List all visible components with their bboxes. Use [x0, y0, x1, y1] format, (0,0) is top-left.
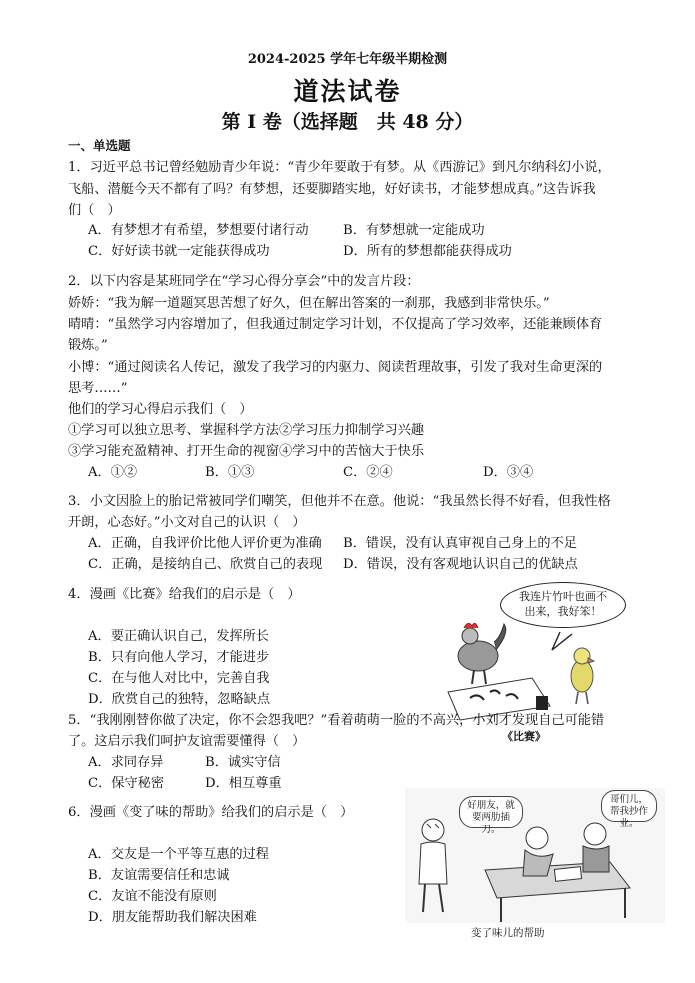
- q6-option-c: C．友谊不能没有原则: [88, 889, 217, 904]
- q2-stem-line2: 娇娇：“我为解一道题冥思苦想了好久，但在解出答案的一刹那，我感到非常快乐。”: [68, 296, 550, 311]
- q4-option-b: B．只有向他人学习，才能进步: [88, 650, 270, 665]
- section-heading: 一、单选题: [68, 138, 131, 153]
- q4-option-d: D．欣赏自己的独特，忽略缺点: [88, 692, 271, 707]
- q2-stem-line1: 2．以下内容是某班同学在“学习心得分享会”中的发言片段：: [68, 274, 420, 289]
- q5-option-a: A．求同存异: [88, 755, 164, 770]
- q6-stem: 6．漫画《变了味的帮助》给我们的启示是（ ）: [68, 805, 354, 820]
- comic-thought-left: [459, 796, 523, 835]
- comic-thought-right: [601, 790, 657, 829]
- q3-option-a: A．正确，自我评价比他人评价更为准确: [88, 536, 322, 551]
- comic-help-caption: 变了味儿的帮助: [471, 927, 545, 939]
- q1-stem-line3: 们（ ）: [68, 203, 121, 218]
- q4-option-a: A．要正确认识自己，发挥所长: [88, 629, 269, 644]
- exam-subtitle: 2024-2025 学年七年级半期检测: [247, 52, 448, 67]
- q2-option-a: A．①②: [88, 465, 138, 480]
- q6-option-a: A．交友是一个平等互惠的过程: [88, 847, 269, 862]
- q2-stem-line7: 他们的学习心得启示我们（ ）: [68, 402, 253, 417]
- q1-stem-line1: 1．习近平总书记曾经勉励青少年说：“青少年要敢于有梦。从《西游记》到凡尔纳科幻小说，: [68, 160, 611, 175]
- q3-stem-line1: 3．小文因脸上的胎记常被同学们嘲笑，但他并不在意。他说：“我虽然长得不好看，但我性格: [68, 494, 611, 509]
- q2-stem-line4: 锻炼。”: [68, 338, 108, 353]
- q6-option-b: B．友谊需要信任和忠诚: [88, 868, 230, 883]
- comic-help: [405, 788, 665, 943]
- exam-title: 道法试卷: [293, 77, 402, 106]
- q2-stem-line5: 小博：“通过阅读名人传记，激发了我学习的内驱力、阅读哲理故事，引发了我对生命更深的: [68, 360, 603, 375]
- q5-stem-line1: 5．“我刚刚替你做了决定，你不会怨我吧？”看着萌萌一脸的不高兴，小刘才发现自己可能错: [68, 713, 605, 728]
- q6-option-d: D．朋友能帮助我们解决困难: [88, 910, 257, 925]
- q2-option-b: B．①③: [205, 465, 255, 480]
- comic-thought-left-text: 好朋友，就要两肋插刀。: [467, 800, 515, 835]
- q5-stem-line2: 了。这启示我们呵护友谊需要懂得（ ）: [68, 734, 306, 749]
- q1-option-c: C．好好读书就一定能获得成功: [88, 244, 270, 259]
- q2-statements-line1: ①学习可以独立思考、掌握科学方法②学习压力抑制学习兴趣: [68, 423, 425, 438]
- comic-caption: 《比赛》: [502, 730, 546, 743]
- comic-speech-bubble: [500, 582, 626, 628]
- q1-option-d: D．所有的梦想都能获得成功: [343, 244, 512, 259]
- q1-option-a: A．有梦想才有希望，梦想要付诸行动: [88, 223, 309, 238]
- q2-statements-line2: ③学习能充盈精神、打开生命的视窗④学习中的苦恼大于快乐: [68, 444, 425, 459]
- q5-option-b: B．诚实守信: [205, 755, 281, 770]
- q4-stem: 4．漫画《比赛》给我们的启示是（ ）: [68, 587, 301, 602]
- q4-option-c: C．在与他人对比中，完善自我: [88, 671, 270, 686]
- q5-option-c: C．保守秘密: [88, 776, 165, 791]
- q3-option-b: B．错误，没有认真审视自己身上的不足: [343, 536, 577, 551]
- q5-option-d: D．相互尊重: [205, 776, 282, 791]
- q2-option-c: C．②④: [343, 465, 393, 480]
- q1-stem-line2: 飞船、潜艇今天不都有了吗？有梦想，还要脚踏实地，好好读书，才能梦想成真。”这告诉我: [68, 182, 596, 197]
- q2-stem-line3: 晴晴：“虽然学习内容增加了，但我通过制定学习计划，不仅提高了学习效率，还能兼顾体育: [68, 317, 603, 332]
- comic-thought-right-text: 哥们儿，帮我抄作业。: [609, 794, 648, 829]
- q1-option-b: B．有梦想就一定能成功: [343, 223, 485, 238]
- q2-stem-line6: 思考……”: [68, 381, 128, 396]
- comic-speech-text: 我连片竹叶也画不出来，我好笨！: [519, 590, 607, 618]
- q3-option-d: D．错误，没有客观地认识自己的优缺点: [343, 557, 578, 572]
- q2-option-d: D．③④: [483, 465, 534, 480]
- part-heading: 第 I 卷（选择题 共 48 分）: [221, 111, 474, 133]
- q3-option-c: C．正确，是接纳自己、欣赏自己的表现: [88, 557, 323, 572]
- q3-stem-line2: 开朗，心态好。”小文对自己的认识（ ）: [68, 515, 306, 530]
